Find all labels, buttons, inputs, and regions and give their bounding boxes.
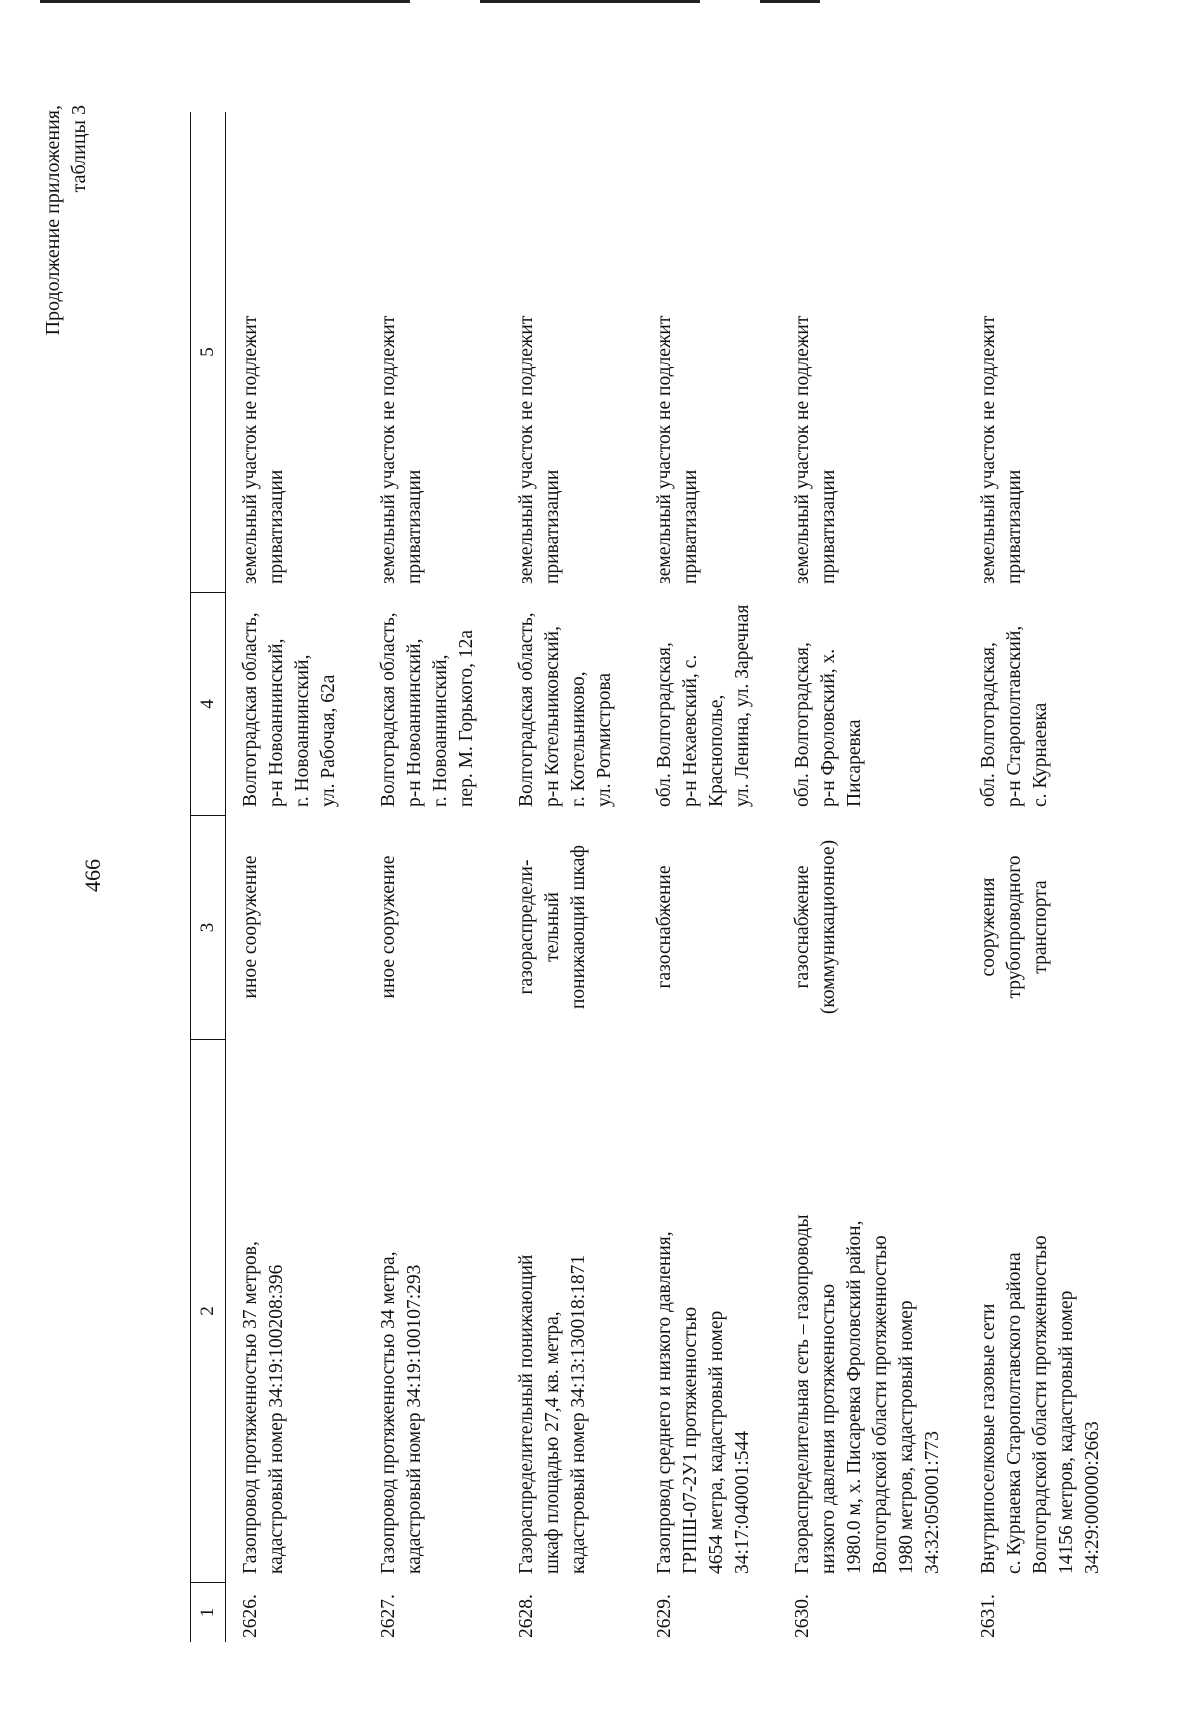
- row-number: 2630.: [792, 1594, 813, 1638]
- object-purpose: иное сооружение: [378, 855, 399, 999]
- table-row: [226, 112, 364, 1642]
- object-name: Газораспределительный понижающий шкаф площадью 27,4 кв. метра, кадастровый номер 34:13:130018:1871: [516, 1254, 589, 1574]
- object-name: Газораспределительная сеть – газопроводы низкого давления протяженностью 1980.0 м, х. Писаревка Фроловский район, Волгоградской области протяженностью 1980 метров, кадастровый номер 34:32:050001:773: [792, 1214, 943, 1574]
- page-number: 466: [80, 859, 105, 892]
- land-note: земельный участок не подлежит приватизации: [792, 315, 839, 584]
- object-name: Газопровод среднего и низкого давления, ГРПШ-07-2У1 протяженностью 4654 метра, кадастровый номер 34:17:040001:544: [654, 1231, 753, 1574]
- object-address: Волгоградская область, р-н Новоаннинский, г. Новоаннинский, пер. М. Горького, 12а: [378, 612, 477, 807]
- table-row: [502, 112, 640, 1642]
- object-address: Волгоградская область, р-н Новоаннинский, г. Новоаннинский, ул. Рабочая, 62а: [240, 612, 339, 807]
- object-purpose: иное сооружение: [240, 855, 261, 999]
- table-row: [640, 112, 778, 1642]
- column-header-4: 4: [191, 592, 225, 815]
- object-address: обл. Волгоградская, р-н Старополтавский, с. Курнаевка: [978, 625, 1051, 807]
- land-note: земельный участок не подлежит приватизации: [654, 315, 701, 584]
- object-purpose: газоснабжение: [654, 865, 675, 989]
- object-address: Волгоградская область, р-н Котельниковский, г. Котельниково, ул. Ротмистрова: [516, 612, 615, 807]
- object-address: обл. Волгоградская, р-н Фроловский, х. Писаревка: [792, 642, 865, 807]
- object-name: Газопровод протяженностью 34 метра, кадастровый номер 34:19:100107:293: [378, 1251, 425, 1574]
- table-row: [964, 112, 1114, 1642]
- row-number: 2626.: [240, 1594, 261, 1638]
- object-name: Газопровод протяженностью 37 метров, кадастровый номер 34:19:100208:396: [240, 1241, 287, 1574]
- table-header-row: [190, 112, 226, 1642]
- land-note: земельный участок не подлежит приватизации: [240, 315, 287, 584]
- row-number: 2631.: [978, 1594, 999, 1638]
- column-header-1: 1: [191, 1582, 225, 1642]
- object-address: обл. Волгоградская, р-н Нехаевский, с. Краснополье, ул. Ленина, ул. Заречная: [654, 604, 753, 807]
- continuation-line-2: таблицы 3: [68, 105, 90, 193]
- row-number: 2627.: [378, 1594, 399, 1638]
- table-row: [364, 112, 502, 1642]
- land-note: земельный участок не подлежит приватизации: [978, 315, 1025, 584]
- column-header-3: 3: [191, 815, 225, 1039]
- column-header-2: 2: [191, 1039, 225, 1582]
- continuation-note: [40, 105, 92, 335]
- land-note: земельный участок не подлежит приватизации: [378, 315, 425, 584]
- row-number: 2629.: [654, 1594, 675, 1638]
- object-purpose: газораспредели- тельный понижающий шкаф: [516, 845, 589, 1009]
- table-row: [778, 112, 964, 1642]
- land-note: земельный участок не подлежит приватизации: [516, 315, 563, 584]
- property-table: [190, 112, 1114, 1642]
- object-purpose: сооружения трубопроводного транспорта: [978, 855, 1051, 999]
- column-header-5: 5: [197, 347, 218, 357]
- object-name: Внутрипоселковые газовые сети с. Курнаевка Старополтавского района Волгоградской области протяженностью 14156 метров, кадастровый номер 34:29:000000:2663: [978, 1235, 1103, 1574]
- continuation-line-1: Продолжение приложения,: [42, 105, 64, 336]
- object-purpose: газоснабжение (коммуникационное): [792, 839, 839, 1015]
- row-number: 2628.: [516, 1594, 537, 1638]
